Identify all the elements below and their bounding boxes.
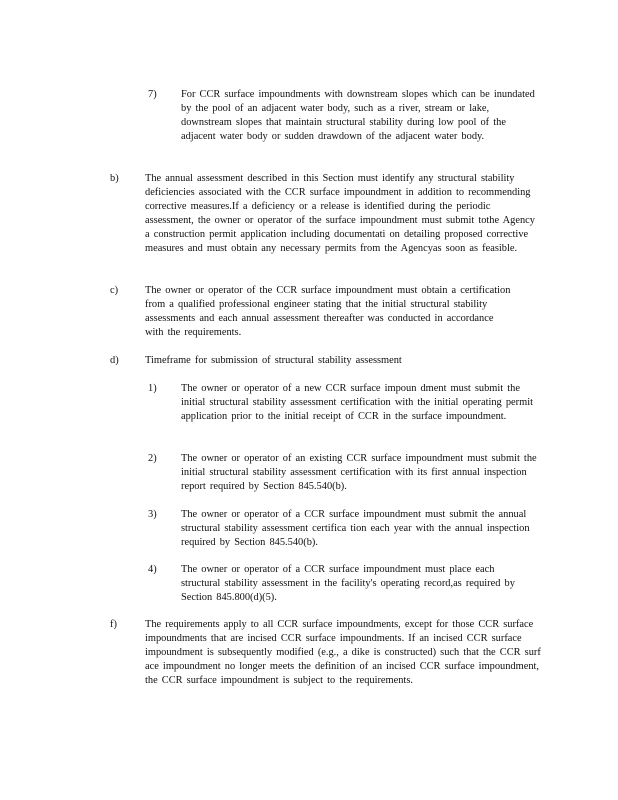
- item-4-text: The owner or operator of a CCR surface impoundment must place each structural stability assessment in the facility's operating record,as required by Section 845.800(d)(5).: [181, 564, 515, 603]
- item-1-marker: 1): [148, 383, 157, 394]
- section-d-marker: d): [110, 355, 119, 366]
- section-b-text: The annual assessment described in this Section must identify any structural stability deficiencies associated with the CCR surface impoundment in addition to recommending corrective measures.If a deficiency or a release is identified during the periodic assessment, the owner or operator of the surface impoundment must submit tothe Agency a construction permit application including documentati on detailing proposed corrective measures and must obtain any necessary permits from the Agencyas soon as feasible.: [145, 173, 535, 254]
- section-d-heading: Timeframe for submission of structural stability assessment: [145, 355, 402, 366]
- item-3-marker: 3): [148, 509, 157, 520]
- item-7-marker: 7): [148, 89, 157, 100]
- section-f-text: The requirements apply to all CCR surface impoundments, except for those CCR surface impoundments that are incised CCR surface impoundments. If an incised CCR surface impoundment is subsequently modified (e.g., a dike is constructed) such that the CCR surf ace impoundment no longer meets the definition of an incised CCR surface impoundment, the CCR surface impoundment is subject to the requirements.: [145, 619, 541, 686]
- item-2-text: The owner or operator of an existing CCR surface impoundment must submit the initial structural stability assessment certification with its first annual inspection report required by Section 845.540(b).: [181, 453, 537, 492]
- section-c-text: The owner or operator of the CCR surface impoundment must obtain a certification from a qualified professional engineer stating that the initial structural stability assessments and each annual assessment thereafter was conducted in accordance with the requirements.: [145, 285, 511, 338]
- item-4-marker: 4): [148, 564, 157, 575]
- item-1-text: The owner or operator of a new CCR surface impoun dment must submit the initial structural stability assessment certification with the initial operating permit application prior to the initial receipt of CCR in the surface impoundment.: [181, 383, 533, 422]
- section-f-marker: f): [110, 619, 117, 630]
- section-b-marker: b): [110, 173, 119, 184]
- section-c-marker: c): [110, 285, 119, 296]
- item-7-text: For CCR surface impoundments with downstream slopes which can be inundated by the pool of an adjacent water body, such as a river, stream or lake, downstream slopes that maintain structural stability during low pool of the adjacent water body or sudden drawdown of the adjacent water body.: [181, 89, 535, 142]
- item-2-marker: 2): [148, 453, 157, 464]
- item-3-text: The owner or operator of a CCR surface impoundment must submit the annual structural stability assessment certifica tion each year with the annual inspection required by Section 845.540(b).: [181, 509, 530, 548]
